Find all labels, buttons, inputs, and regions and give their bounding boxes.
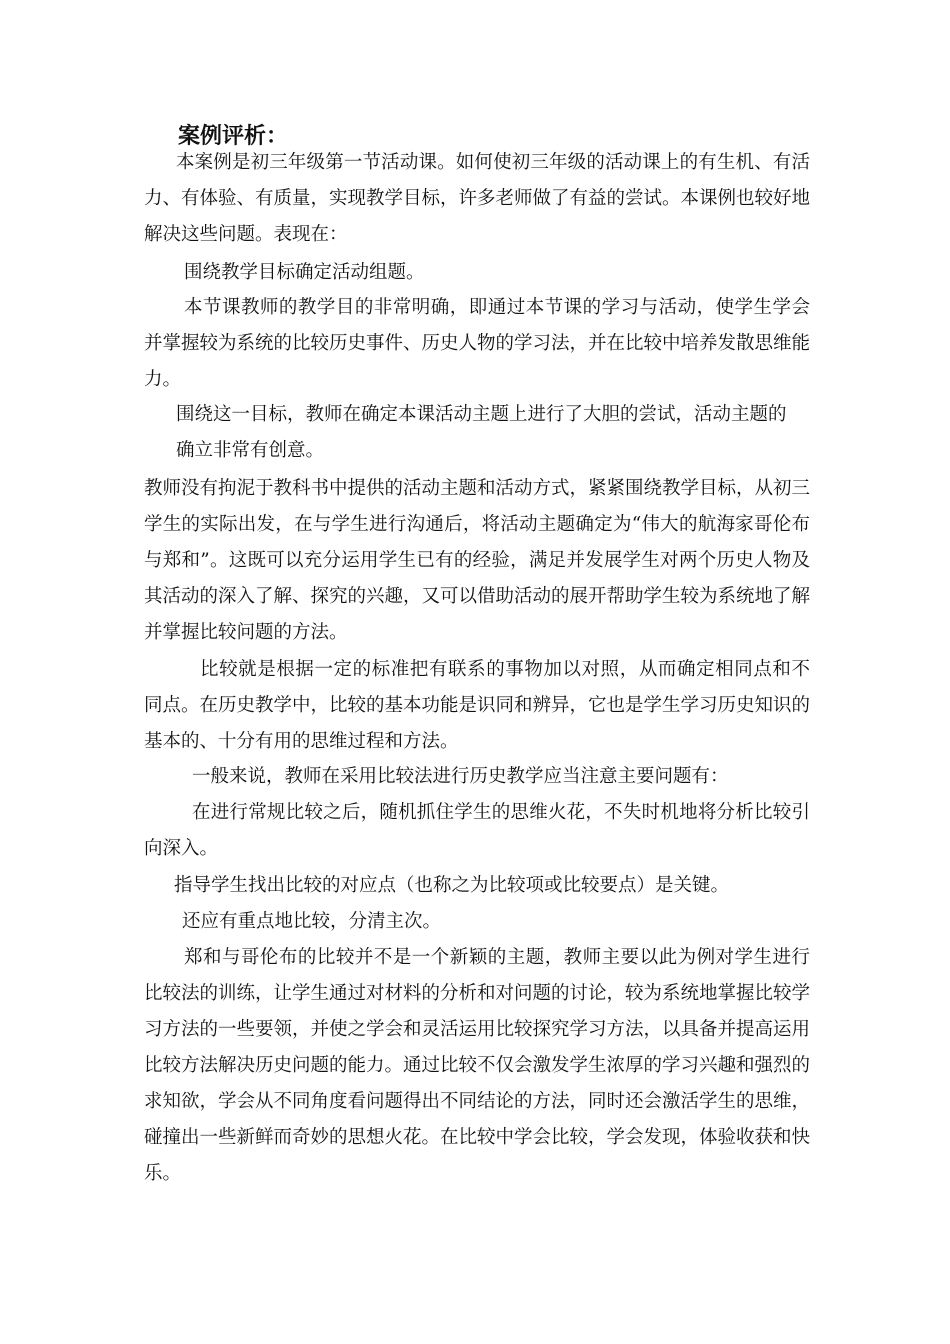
paragraph-goal-attempt: 围绕这一目标，教师在确定本课活动主题上进行了大胆的尝试，活动主题的: [176, 404, 787, 425]
document-title: 案例评析：: [178, 124, 289, 149]
paragraph-goal: 本节课教师的教学目的非常明确，即通过本节课的学习与活动，使学生学会并掌握较为系统的比较历史事件、历史人物的学习法，并在比较中培养发散思维能力。: [144, 297, 811, 390]
paragraph-heading-1: 围绕教学目标确定活动组题。: [184, 262, 425, 283]
paragraph-issue-2: 指导学生找出比较的对应点（也称之为比较项或比较要点）是关键。: [174, 875, 730, 896]
paragraph-comparison: 比较就是根据一定的标准把有联系的事物加以对照，从而确定相同点和不同点。在历史教学中，比较的基本功能是识同和辨异，它也是学生学习历史知识的基本的、十分有用的思维过程和方法。: [144, 659, 811, 752]
paragraph-theme: 教师没有拘泥于教科书中提供的活动主题和活动方式，紧紧围绕教学目标，从初三学生的实际出发，在与学生进行沟通后，将活动主题确定为“伟大的航海家哥伦布与郑和”。这既可以充分运用学生已有的经验，满足并发展学生对两个历史人物及其活动的深入了解、探究的兴趣，又可以借助活动的展开帮助学生较为系统地了解并掌握比较问题的方法。: [144, 478, 811, 643]
paragraph-intro: 本案例是初三年级第一节活动课。如何使初三年级的活动课上的有生机、有活力、有体验、有质量，实现教学目标，许多老师做了有益的尝试。本课例也较好地解决这些问题。表现在：: [144, 152, 811, 245]
paragraph-issue-1: 在进行常规比较之后，随机抓住学生的思维火花，不失时机地将分析比较引向深入。: [144, 802, 810, 859]
paragraph-goal-creative: 确立非常有创意。: [176, 440, 325, 461]
paragraph-conclusion: 郑和与哥伦布的比较并不是一个新颖的主题，教师主要以此为例对学生进行比较法的训练，让学生通过对材料的分析和对问题的讨论，较为系统地掌握比较学习方法的一些要领，并使之学会和灵活运用比较探究学习方法，以具备并提高运用比较方法解决历史问题的能力。通过比较不仅会激发学生浓厚的学习兴趣和强烈的求知欲，学会从不同角度看问题得出不同结论的方法，同时还会激活学生的思维，碰撞出一些新鲜而奇妙的思想火花。在比较中学会比较，学会发现，体验收获和快乐。: [144, 947, 811, 1184]
paragraph-issue-3: 还应有重点地比较，分清主次。: [182, 911, 442, 932]
paragraph-issues-intro: 一般来说，教师在采用比较法进行历史教学应当注意主要问题有：: [192, 766, 729, 787]
